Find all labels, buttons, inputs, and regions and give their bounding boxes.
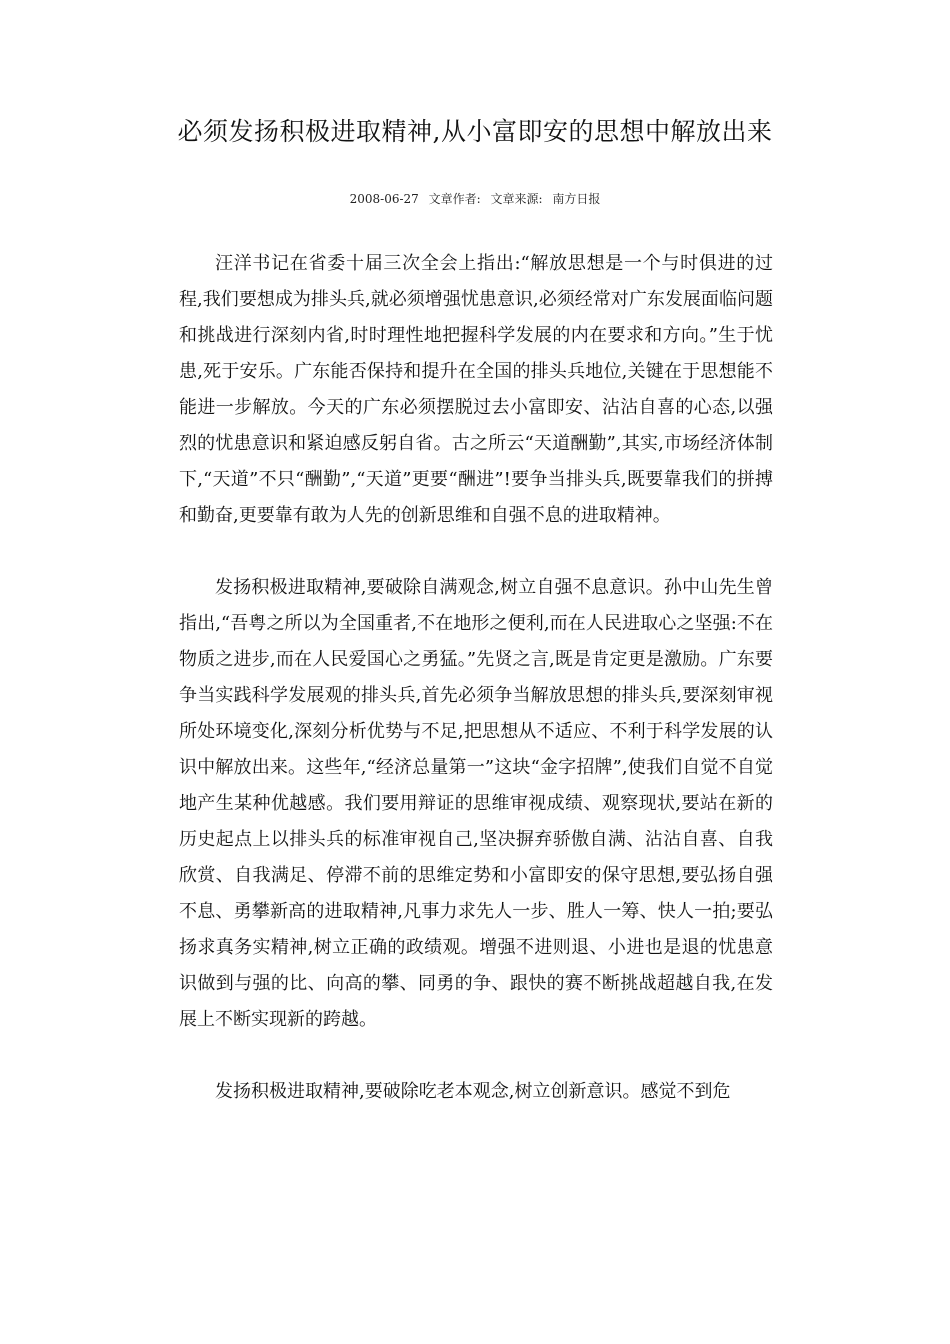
article-source-label: 文章来源: bbox=[490, 192, 543, 206]
article-source: 南方日报 bbox=[552, 192, 601, 206]
article-meta bbox=[0, 189, 950, 209]
article-paragraph-1: 汪洋书记在省委十届三次全会上指出:“解放思想是一个与时俱进的过程,我们要想成为排头兵,就必须增强忧患意识,必须经常对广东发展面临问题和挑战进行深刻内省,时时理性地把握科学发展的内在要求和方向。”生于忧患,死于安乐。广东能否保持和提升在全国的排头兵地位,关键在于思想能不能进一步解放。今天的广东必须摆脱过去小富即安、沾沾自喜的心态,以强烈的忧患意识和紧迫感反躬自省。古之所云“天道酬勤”,其实,市场经济体制下,“天道”不只“酬勤”,“天道”更要“酬进”!要争当排头兵,既要靠我们的拼搏和勤奋,更要靠有敢为人先的创新思维和自强不息的进取精神。 bbox=[179, 253, 773, 526]
article-body bbox=[179, 246, 773, 1146]
article-paragraph-3: 发扬积极进取精神,要破除吃老本观念,树立创新意识。感觉不到危 bbox=[215, 1081, 731, 1102]
article-author-label: 文章作者: bbox=[428, 192, 481, 206]
article-title: 必须发扬积极进取精神,从小富即安的思想中解放出来 bbox=[177, 117, 773, 146]
article-date: 2008-06-27 bbox=[349, 192, 419, 206]
article-paragraph-2: 发扬积极进取精神,要破除自满观念,树立自强不息意识。孙中山先生曾指出,“吾粤之所以为全国重者,不在地形之便利,而在人民进取心之坚强:不在物质之进步,而在人民爱国心之勇猛。”先贤之言,既是肯定更是激励。广东要争当实践科学发展观的排头兵,首先必须争当解放思想的排头兵,要深刻审视所处环境变化,深刻分析优势与不足,把思想从不适应、不利于科学发展的认识中解放出来。这些年,“经济总量第一”这块“金字招牌”,使我们自觉不自觉地产生某种优越感。我们要用辩证的思维审视成绩、观察现状,要站在新的历史起点上以排头兵的标准审视自己,坚决摒弃骄傲自满、沾沾自喜、自我欣赏、自我满足、停滞不前的思维定势和小富即安的保守思想,要弘扬自强不息、勇攀新高的进取精神,凡事力求先人一步、胜人一筹、快人一拍;要弘扬求真务实精神,树立正确的政绩观。增强不进则退、小进也是退的忧患意识做到与强的比、向高的攀、同勇的争、跟快的赛不断挑战超越自我,在发展上不断实现新的跨越。 bbox=[179, 577, 773, 1030]
